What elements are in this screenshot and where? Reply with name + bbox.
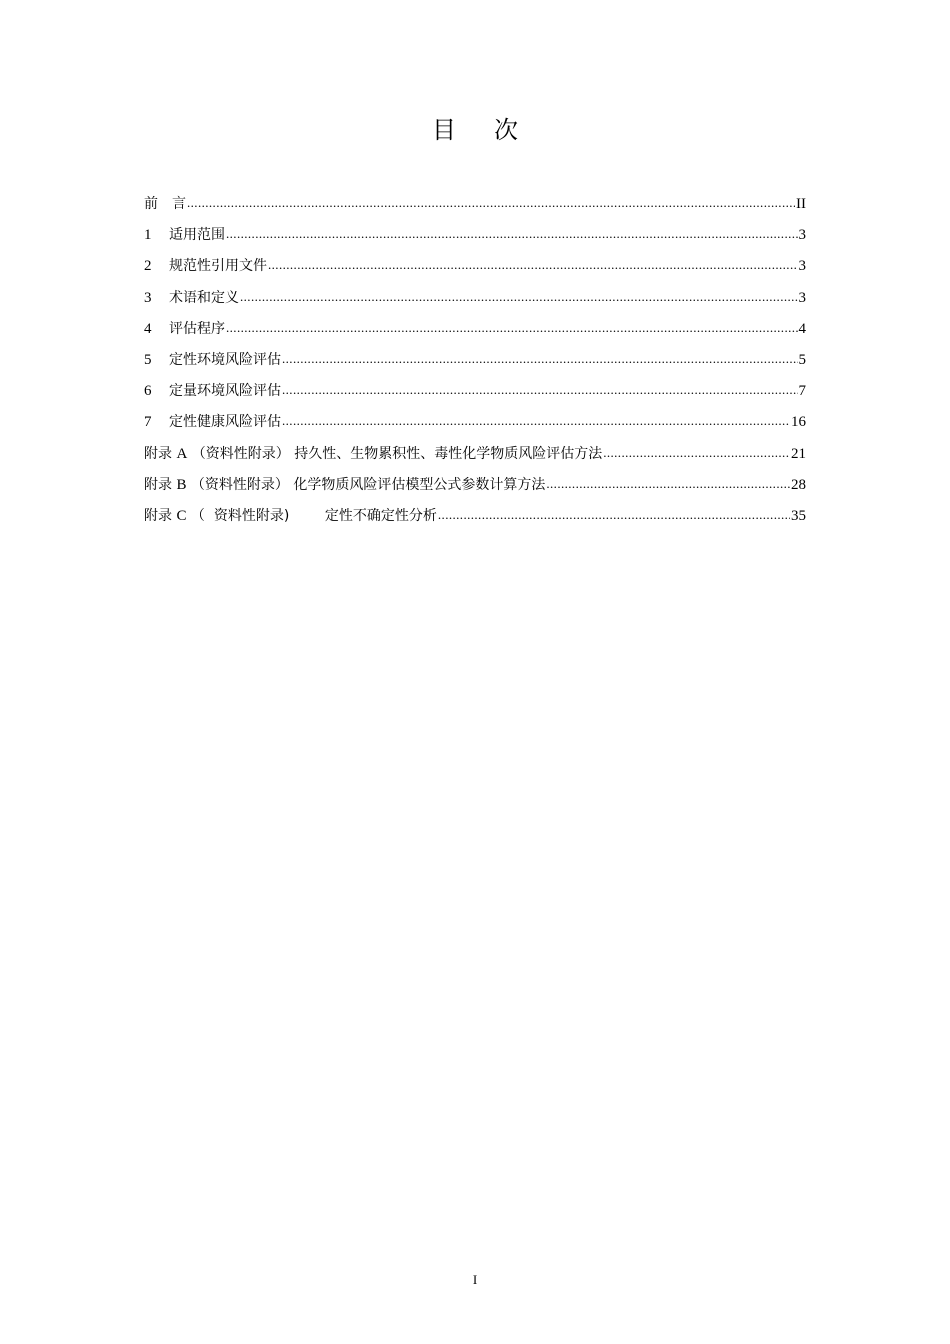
- toc-entry-appendix-c[interactable]: [144, 505, 806, 536]
- toc-entry-2[interactable]: [144, 255, 806, 286]
- toc-entry-label: 定性健康风险评估: [169, 414, 281, 431]
- toc-appendix-letter: C: [176, 507, 187, 524]
- toc-entry-page: 5: [798, 351, 806, 368]
- toc-entry-label-wrap: [144, 380, 281, 400]
- toc-entry-number: 3: [144, 289, 152, 306]
- toc-entry-label-wrap: [144, 255, 267, 275]
- toc-entry-label-wrap: [144, 349, 281, 369]
- toc-entry-label-wrap: [144, 224, 225, 244]
- toc-entry-label: 定性环境风险评估: [169, 351, 281, 368]
- toc-entry-label-wrap: [144, 443, 602, 463]
- toc-entry-label-wrap: [144, 287, 239, 307]
- toc-leader: [226, 226, 798, 242]
- title-part-1: 目: [432, 116, 456, 144]
- toc-entry-number: 1: [144, 227, 152, 244]
- toc-entry-label-wrap: [144, 474, 545, 494]
- title-part-2: 次: [494, 116, 518, 144]
- page-title: [0, 110, 950, 145]
- table-of-contents: [144, 193, 806, 536]
- toc-entry-label-wrap: [144, 318, 225, 338]
- toc-leader: [282, 351, 798, 367]
- toc-appendix-letter: B: [176, 476, 187, 493]
- toc-entry-page: 7: [798, 383, 806, 400]
- toc-leader: [226, 320, 798, 336]
- page-number-footer: I: [472, 1272, 478, 1287]
- toc-appendix-letter: A: [176, 445, 188, 462]
- toc-appendix-prefix: 附录: [144, 445, 172, 462]
- toc-entry-number: 4: [144, 320, 152, 337]
- toc-appendix-prefix: 附录: [144, 476, 172, 493]
- toc-entry-7[interactable]: [144, 411, 806, 442]
- toc-entry-1[interactable]: [144, 224, 806, 255]
- toc-entry-page: 3: [798, 227, 806, 244]
- toc-entry-label-wrap: [144, 505, 437, 525]
- toc-entry-label: 适用范围: [169, 227, 225, 244]
- toc-entry-3[interactable]: [144, 287, 806, 318]
- toc-entry-page: 4: [798, 320, 806, 337]
- toc-entry-label: （资料性附录） 化学物质风险评估模型公式参数计算方法: [190, 476, 546, 493]
- toc-entry-number: 5: [144, 351, 152, 368]
- toc-leader: [438, 507, 790, 523]
- toc-leader: [187, 195, 795, 211]
- toc-entry-4[interactable]: [144, 318, 806, 349]
- toc-entry-label: （ 资料性附录) 定性不确定性分析: [190, 507, 437, 524]
- toc-entry-5[interactable]: [144, 349, 806, 380]
- toc-entry-label: （资料性附录） 持久性、生物累积性、毒性化学物质风险评估方法: [191, 445, 603, 462]
- toc-entry-number: 6: [144, 383, 152, 400]
- toc-entry-label-wrap: [144, 411, 281, 431]
- toc-entry-page: 35: [791, 507, 806, 524]
- toc-entry-number: 2: [144, 258, 152, 275]
- toc-entry-label: 术语和定义: [169, 289, 239, 306]
- toc-entry-page: 28: [791, 476, 806, 493]
- toc-leader: [603, 445, 790, 461]
- toc-entry-label: 评估程序: [169, 320, 225, 337]
- toc-entry-label: 定量环境风险评估: [169, 383, 281, 400]
- toc-entry-6[interactable]: [144, 380, 806, 411]
- toc-entry-page: 21: [791, 445, 806, 462]
- toc-leader: [282, 382, 798, 398]
- toc-entry-preface[interactable]: [144, 193, 806, 224]
- toc-entry-appendix-a[interactable]: [144, 443, 806, 474]
- toc-entry-page: 16: [791, 414, 806, 431]
- toc-leader: [268, 257, 798, 273]
- toc-appendix-prefix: 附录: [144, 507, 172, 524]
- toc-entry-label: 前 言: [144, 196, 186, 212]
- toc-entry-page: 3: [798, 258, 806, 275]
- toc-entry-number: 7: [144, 414, 152, 431]
- toc-entry-label: 规范性引用文件: [169, 258, 267, 275]
- toc-entry-page: 3: [798, 289, 806, 306]
- toc-entry-appendix-b[interactable]: [144, 474, 806, 505]
- toc-leader: [282, 413, 790, 429]
- toc-leader: [546, 476, 790, 492]
- toc-entry-page: II: [796, 196, 806, 212]
- toc-leader: [240, 289, 798, 305]
